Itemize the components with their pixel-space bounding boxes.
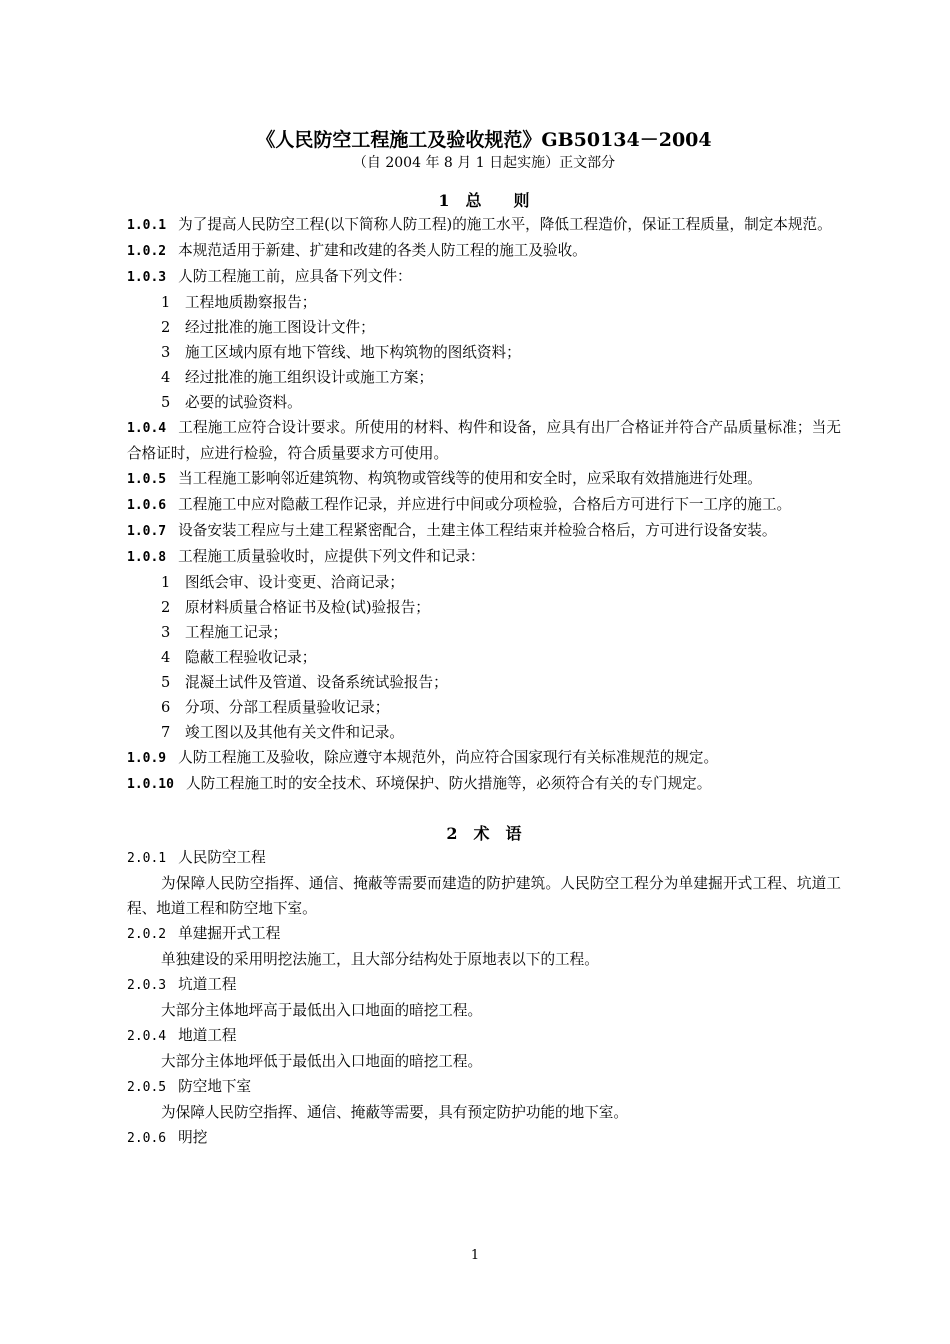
item-number: 5 <box>161 674 171 691</box>
clause-text: 当工程施工影响邻近建筑物、构筑物或管线等的使用和安全时，应采取有效措施进行处理。 <box>178 470 762 487</box>
clause-text: 工程施工中应对隐蔽工程作记录，并应进行中间或分项检验，合格后方可进行下一工序的施工。 <box>178 496 792 513</box>
clause-text: 设备安装工程应与土建工程紧密配合，土建主体工程结束并检验合格后，方可进行设备安装。 <box>178 522 777 539</box>
term-2-0-5 <box>127 1074 841 1100</box>
term-definition: 单独建设的采用明挖法施工，且大部分结构处于原地表以下的工程。 <box>161 951 599 968</box>
list-item <box>127 620 841 645</box>
term-name: 单建掘开式工程 <box>178 925 281 942</box>
clause-1-0-8 <box>127 544 841 570</box>
list-item <box>127 315 841 340</box>
term-2-0-2 <box>127 921 841 947</box>
term-name: 坑道工程 <box>178 976 237 993</box>
clause-text: 工程施工应符合设计要求。所使用的材料、构件和设备，应具有出厂合格证并符合产品质量标准；当无合格证时，应进行检验，符合质量要求方可使用。 <box>127 419 841 462</box>
clause-1-0-4 <box>127 415 841 466</box>
clause-1-0-10 <box>127 771 841 797</box>
term-2-0-3 <box>127 972 841 998</box>
term-number: 2.0.6 <box>127 1131 167 1146</box>
item-text: 分项、分部工程质量验收记录； <box>185 699 390 716</box>
term-name: 人民防空工程 <box>178 849 266 866</box>
clause-1-0-6 <box>127 492 841 518</box>
clause-text: 人防工程施工时的安全技术、环境保护、防火措施等，必须符合有关的专门规定。 <box>185 775 712 792</box>
term-name: 明挖 <box>178 1129 208 1146</box>
term-2-0-1 <box>127 845 841 871</box>
clause-number: 1.0.7 <box>127 524 167 539</box>
list-item <box>127 570 841 595</box>
term-number: 2.0.1 <box>127 851 167 866</box>
list-item <box>127 670 841 695</box>
clause-1-0-1 <box>127 212 841 238</box>
clause-text: 本规范适用于新建、扩建和改建的各类人防工程的施工及验收。 <box>178 242 587 259</box>
clause-number: 1.0.3 <box>127 270 167 285</box>
document-subtitle: （自 2004 年 8 月 1 日起实施）正文部分 <box>352 155 616 171</box>
item-number: 7 <box>161 724 171 741</box>
clause-1-0-5 <box>127 466 841 492</box>
item-number: 6 <box>161 699 171 716</box>
item-text: 经过批准的施工图设计文件； <box>185 319 375 336</box>
item-text: 工程施工记录； <box>185 624 288 641</box>
item-number: 3 <box>161 344 171 361</box>
item-text: 工程地质勘察报告； <box>185 294 317 311</box>
page-content <box>127 128 841 1151</box>
item-number: 3 <box>161 624 171 641</box>
term-name: 防空地下室 <box>178 1078 252 1095</box>
term-definition: 为保障人民防空指挥、通信、掩蔽等需要，具有预定防护功能的地下室。 <box>161 1104 629 1121</box>
list-item <box>127 390 841 415</box>
document-title: 《人民防空工程施工及验收规范》GB50134－2004 <box>256 129 712 151</box>
term-2-0-4 <box>127 1023 841 1049</box>
clause-1-0-2 <box>127 238 841 264</box>
clause-1-0-9 <box>127 745 841 771</box>
item-number: 4 <box>161 369 171 386</box>
clause-number: 1.0.6 <box>127 498 167 513</box>
chapter-1-heading: 1 总 则 <box>438 191 530 210</box>
item-number: 5 <box>161 394 171 411</box>
clause-1-0-3 <box>127 264 841 290</box>
term-number: 2.0.3 <box>127 978 167 993</box>
term-2-0-6 <box>127 1125 841 1151</box>
item-number: 1 <box>161 574 171 591</box>
clause-number: 1.0.2 <box>127 244 167 259</box>
list-item <box>127 365 841 390</box>
list-item <box>127 645 841 670</box>
term-number: 2.0.5 <box>127 1080 167 1095</box>
list-item <box>127 720 841 745</box>
item-text: 经过批准的施工组织设计或施工方案； <box>185 369 434 386</box>
clause-number: 1.0.9 <box>127 751 167 766</box>
item-number: 1 <box>161 294 171 311</box>
clause-number: 1.0.1 <box>127 218 167 233</box>
item-text: 施工区域内原有地下管线、地下构筑物的图纸资料； <box>185 344 521 361</box>
item-number: 2 <box>161 599 171 616</box>
clause-number: 1.0.10 <box>127 777 174 792</box>
item-number: 4 <box>161 649 171 666</box>
item-number: 2 <box>161 319 171 336</box>
item-text: 混凝土试件及管道、设备系统试验报告； <box>185 674 448 691</box>
list-item <box>127 695 841 720</box>
clause-text: 人防工程施工前，应具备下列文件： <box>178 268 412 285</box>
clause-text: 为了提高人民防空工程(以下简称人防工程)的施工水平，降低工程造价，保证工程质量，制定本规范。 <box>178 216 832 233</box>
clause-number: 1.0.4 <box>127 421 167 436</box>
list-item <box>127 595 841 620</box>
chapter-2-heading: 2 术 语 <box>446 824 522 843</box>
term-number: 2.0.2 <box>127 927 167 942</box>
clause-number: 1.0.8 <box>127 550 167 565</box>
term-definition: 大部分主体地坪低于最低出入口地面的暗挖工程。 <box>161 1053 483 1070</box>
list-item <box>127 340 841 365</box>
clause-1-0-7 <box>127 518 841 544</box>
clause-text: 工程施工质量验收时，应提供下列文件和记录： <box>178 548 485 565</box>
term-number: 2.0.4 <box>127 1029 167 1044</box>
clause-text: 人防工程施工及验收，除应遵守本规范外，尚应符合国家现行有关标准规范的规定。 <box>178 749 719 766</box>
term-definition: 为保障人民防空指挥、通信、掩蔽等需要而建造的防护建筑。人民防空工程分为单建掘开式工程、坑道工程、地道工程和防空地下室。 <box>127 875 841 917</box>
clause-number: 1.0.5 <box>127 472 167 487</box>
term-name: 地道工程 <box>178 1027 237 1044</box>
term-definition: 大部分主体地坪高于最低出入口地面的暗挖工程。 <box>161 1002 483 1019</box>
item-text: 必要的试验资料。 <box>185 394 302 411</box>
item-text: 原材料质量合格证书及检(试)验报告； <box>185 599 430 616</box>
page-number: 1 <box>470 1248 480 1263</box>
item-text: 竣工图以及其他有关文件和记录。 <box>185 724 404 741</box>
list-item <box>127 290 841 315</box>
item-text: 隐蔽工程验收记录； <box>185 649 317 666</box>
item-text: 图纸会审、设计变更、洽商记录； <box>185 574 404 591</box>
